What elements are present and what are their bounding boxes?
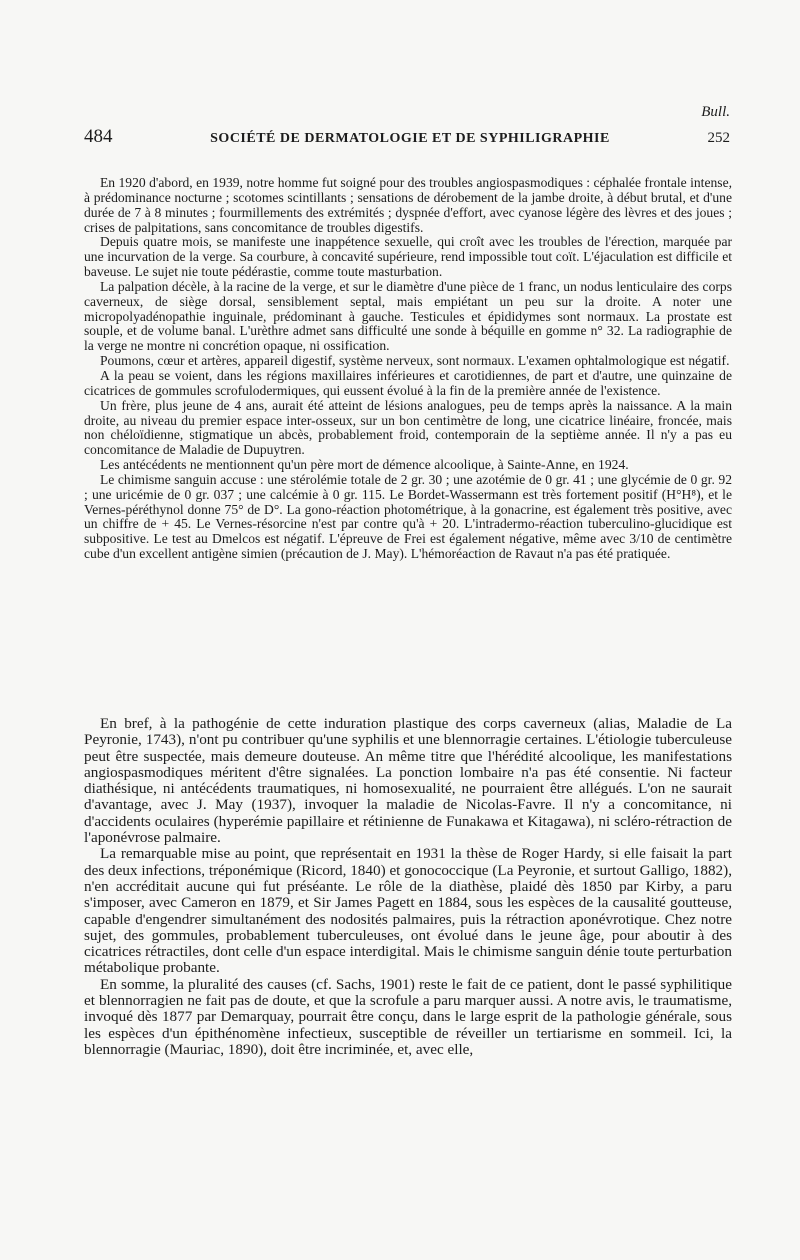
discussion-body (84, 716, 732, 1058)
paragraph: La palpation décèle, à la racine de la verge, et sur le diamètre d'une pièce de 1 franc, un nodus lenticulaire des corps caverneux, de siège dorsal, sensiblement septal, mais empiétant un peu sur la droite. A noter une micropolyadénopathie inguinale, prédominant à gauche. Testicules et épididymes sont normaux. La prostate est souple, et de volume banal. L'urèthre admet sans difficulté une sonde à béquille en gomme n° 32. La radiographie de la verge ne montre ni concrétion opaque, ni ossification. (84, 278, 732, 354)
case-report-small-print (84, 176, 732, 562)
journal-abbreviation: Bull. (701, 104, 730, 120)
paragraph: La remarquable mise au point, que représentait en 1931 la thèse de Roger Hardy, si elle faisait la part des deux infections, tréponémique (Ricord, 1840) et gonococcique (La Peyronie, et surtout Galligo, 1882), n'en accréditait aucune qui fut préséante. Le rôle de la diathèse, plaidé dès 1850 par Kirby, a paru s'imposer, avec Cameron en 1879, et Sir James Pagett en 1884, sous les espèces de la causalité goutteuse, capable d'engendrer simultanément des nodosités palmaires, puis la rétraction aponévrotique. Chez notre sujet, des gommules, probablement tuberculeuses, ont évolué dans le jeune âge, pour aboutir à des cicatrices rétractiles, dont celle d'un espace interdigital. Mais le chimisme sanguin dénie toute perturbation métabolique probante. (84, 845, 732, 977)
paragraph: En somme, la pluralité des causes (cf. Sachs, 1901) reste le fait de ce patient, dont le passé syphilitique et blennorragien ne fait pas de doute, et que la scrofule a paru marquer aussi. A notre avis, le traumatisme, invoqué dès 1877 par Demarquay, pourrait être conçu, dans le large esprit de la pathologie générale, sous les espèces d'un épithénomène infectieux, susceptible de réveiller un tertiarisme en sommeil. Ici, la blennorragie (Mauriac, 1890), doit être incriminée, et, avec elle, (84, 975, 732, 1058)
paragraph: En bref, à la pathogénie de cette induration plastique des corps caverneux (alias, Maladie de La Peyronie, 1743), n'ont pu contribuer qu'une syphilis et une blennorragie certaines. L'étiologie tuberculeuse peut être suspectée, mais demeure douteuse. An même titre que l'hérédité alcoolique, les manifestations angiospasmodiques méritent d'être signalées. La ponction lombaire n'a pas été consentie. Ni facteur diathésique, ni antécédents traumatiques, ni homosexualité, ne pourraient être allégués. L'on ne saurait d'avantage, avec J. May (1937), invoquer la maladie de Nicolas-Favre. Il n'y a concomitance, ni d'accidents oculaires (hyperémie papillaire et rétinienne de Funakawa et Kitagawa), ni scléro-rétraction de l'aponévrose palmaire. (84, 715, 732, 847)
paragraph: Poumons, cœur et artères, appareil digestif, système nerveux, sont normaux. L'examen ophtalmologique est négatif. (100, 353, 730, 369)
paragraph: A la peau se voient, dans les régions maxillaires inférieures et carotidiennes, de part et d'autre, une quinzaine de cicatrices de gommules scrofulodermiques, qui eussent évolué à la fin de la première année de l'existence. (84, 367, 732, 398)
section-number: 252 (707, 130, 730, 146)
paragraph: Les antécédents ne mentionnent qu'un père mort de démence alcoolique, à Sainte-Anne, en 1924. (100, 457, 629, 473)
paragraph: Depuis quatre mois, se manifeste une inappétence sexuelle, qui croît avec les troubles de l'érection, marquée par une incurvation de la verge. Sa courbure, à concavité supérieure, rend impossible tout coït. L'éjaculation est difficile et baveuse. Le sujet nie toute pédérastie, comme toute masturbation. (84, 234, 732, 280)
paragraph: Un frère, plus jeune de 4 ans, aurait été atteint de lésions analogues, peu de temps après la naissance. A la main droite, au niveau du premier espace inter-osseux, sur un bon centimètre de long, une cicatrice linéaire, froncée, mais non chéloïdienne, stigmatique un abcès, probablement froid, contemporain de la septième année. Il n'y a pas eu concomitance de Maladie de Dupuytren. (84, 397, 732, 458)
page-number: 484 (84, 126, 113, 147)
running-header (84, 126, 730, 148)
paragraph: Le chimisme sanguin accuse : une stérolémie totale de 2 gr. 30 ; une azotémie de 0 gr. 41 ; une glycémie de 0 gr. 92 ; une uricémie de 0 gr. 037 ; une calcémie à 0 gr. 115. Le Bordet-Wassermann est très fortement positif (H°H⁸), et le Vernes-péréthynol donne 75° de D°. La gono-réaction photométrique, à la gonacrine, est également très positive, avec un chiffre de + 45. Le Vernes-résorcine n'est par contre qu'à + 20. L'intradermo-réaction tuberculino-glucidique est subpositive. Le test au Dmelcos est négatif. L'épreuve de Frei est également négative, même avec 3/10 de centimètre cube d'un excellent antigène simien (précaution de J. May). L'hémoréaction de Ravaut n'a pas été pratiquée. (84, 471, 732, 562)
paragraph: En 1920 d'abord, en 1939, notre homme fut soigné pour des troubles angiospasmodiques : céphalée frontale intense, à prédominance nocturne ; scotomes scintillants ; sensations de dérobement de la jambe droite, à début brutal, et d'une durée de 7 à 8 minutes ; fourmillements des extrémités ; dyspnée d'effort, avec cyanose légère des lèvres et des joues ; crises de palpitations, sans concomitance de troubles digestifs. (84, 175, 732, 235)
running-title: SOCIÉTÉ DE DERMATOLOGIE ET DE SYPHILIGRAPHIE (210, 131, 610, 146)
